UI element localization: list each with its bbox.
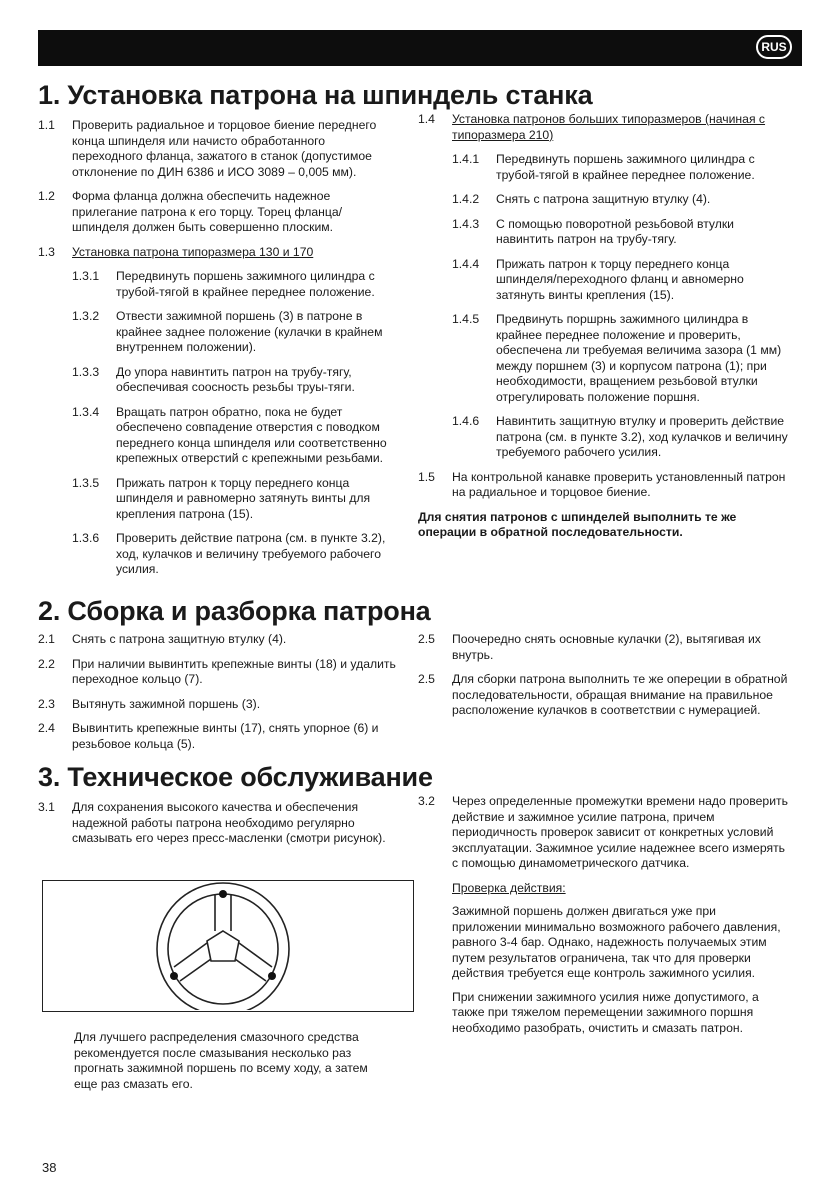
- figure-caption: Для лучшего распределения смазочного средства рекомендуется после смазывания несколько раз прогнать зажимной поршень по всему ходу, а затем еще раз смазать его.: [74, 1030, 368, 1091]
- item-text: Передвинуть поршень зажимного цилиндра с трубой-тягой в крайнее переднее положение.: [116, 269, 375, 299]
- item-text: На контрольной канавке проверить установленный патрон на радиальное и торцовое биение.: [452, 469, 786, 499]
- list-item: [38, 269, 398, 300]
- item-text: Отвести зажимной поршень (3) в патроне в крайнее заднее положение (кулачки в крайнем внутреннем положении).: [116, 309, 383, 354]
- item-number: 1.3.1: [72, 269, 100, 283]
- item-number: 2.1: [38, 632, 55, 646]
- chuck-diagram: [43, 881, 412, 1010]
- language-badge: RUS: [756, 35, 792, 59]
- list-item: [38, 632, 398, 648]
- section-1-left-column: [38, 118, 398, 587]
- item-number: 1.4.3: [452, 216, 480, 231]
- chuck-outer-circle: [157, 883, 289, 1010]
- item-text: Снять с патрона защитную втулку (4).: [72, 632, 287, 646]
- item-text: Установка патронов больших типоразмеров (начиная с типоразмера 210): [452, 112, 766, 142]
- list-item: [418, 470, 788, 501]
- item-text: Проверить действие патрона (см. в пункте 3.2), ход, кулачков и величину требуемого рабочего усилия.: [116, 531, 386, 576]
- item-text: Передвинуть поршень зажимного цилиндра с трубой-тягой в крайнее переднее положение.: [496, 152, 755, 182]
- jaw-slot-right: [235, 943, 272, 981]
- list-item: [418, 217, 788, 248]
- item-number: 1.3.2: [72, 309, 100, 323]
- list-item: [38, 118, 398, 180]
- item-text: Проверить радиальное и торцовое биение переднего конца шпинделя или начисто обработанного переходного фланца, зажатого в станок (допустимое отклонение по ДИН 6386 и ИСО 3089 – 0,005 мм).: [72, 118, 377, 179]
- item-number: 2.3: [38, 696, 55, 711]
- item-number: 1.3.5: [72, 475, 100, 490]
- section-2-left-column: [38, 632, 398, 761]
- item-number: 1.2: [38, 189, 55, 203]
- item-number: 2.5: [418, 672, 435, 686]
- section-3-title: 3. Техническое обслуживание: [38, 762, 433, 792]
- item-number: 1.5: [418, 469, 435, 484]
- page-number: 38: [42, 1160, 57, 1175]
- list-item: [418, 312, 788, 405]
- item-text: Вращать патрон обратно, пока не будет обеспечено совпадение отверстия с поводком переднего конца шпинделя или соответственно крепежных отверстий с крепежными резьбами.: [116, 404, 387, 465]
- chuck-center-hub: [207, 931, 239, 961]
- item-text: Снять с патрона защитную втулку (4).: [496, 192, 711, 206]
- item-number: 1.3.3: [72, 364, 100, 379]
- list-item: [38, 800, 398, 847]
- item-number: 1.4.4: [452, 256, 480, 271]
- grease-nipple-right: [268, 972, 276, 980]
- list-item: [418, 414, 788, 461]
- check-paragraph-2: При снижении зажимного усилия ниже допустимого, а также при тяжелом перемещении зажимного поршня необходимо разобрать, очистить и смазать патрон.: [452, 989, 759, 1035]
- list-item: [38, 189, 398, 236]
- item-number: 2.5: [418, 632, 435, 646]
- check-heading: Проверка действия:: [452, 880, 566, 895]
- section-1-right-column: [418, 112, 788, 541]
- grease-nipple-left: [170, 972, 178, 980]
- list-item: [418, 112, 788, 143]
- item-text: Для сборки патрона выполнить те же опереции в обратной последовательности, обращая внимание на правильное расположение кулачков в соответствии с нумерацией.: [452, 672, 788, 717]
- item-text: Вытянуть зажимной поршень (3).: [72, 696, 261, 711]
- item-number: 1.4.5: [452, 312, 480, 326]
- item-number: 1.4.6: [452, 414, 480, 428]
- item-number: 1.4.2: [452, 192, 480, 206]
- list-item: [418, 257, 788, 304]
- grease-nipple-top: [219, 890, 227, 898]
- item-text: Предвинуть поршрнь зажимного цилиндра в крайнее переднее положение и проверить, обеспечена ли требуемая величима зазора (1 мм) между поршнем (3) и корпусом патрона (1); при необходимости, вращением резьбовой втулки отрегулировать положение поршня.: [496, 312, 782, 404]
- item-number: 1.3.6: [72, 531, 100, 545]
- list-item: [38, 531, 398, 578]
- header-bar: [38, 30, 802, 66]
- item-text: Вывинтить крепежные винты (17), снять упорное (6) и резьбовое кольца (5).: [72, 721, 379, 751]
- list-item: [38, 245, 398, 261]
- list-item: [418, 152, 788, 183]
- section-2-title: 2. Сборка и разборка патрона: [38, 596, 431, 626]
- list-item: [38, 405, 398, 467]
- list-item: [38, 365, 398, 396]
- lubrication-figure: [42, 880, 414, 1012]
- item-number: 3.2: [418, 794, 435, 808]
- item-text: Установка патрона типоразмера 130 и 170: [72, 244, 314, 259]
- item-number: 2.2: [38, 656, 55, 671]
- list-item: [418, 794, 788, 872]
- list-item: [38, 476, 398, 523]
- item-text: Для сохранения высокого качества и обеспечения надежной работы патрона необходимо регулярно смазывать его через пресс-масленки (смотри рисунок).: [72, 800, 386, 845]
- list-item: [418, 672, 788, 719]
- section-1-title: 1. Установка патрона на шпиндель станка: [38, 80, 593, 110]
- item-text: Форма фланца должна обеспечить надежное прилегание патрона к его торцу. Торец фланца/шпинделя должен быть совершенно плоским.: [72, 189, 343, 234]
- item-number: 1.4.1: [452, 152, 480, 166]
- list-item: [38, 657, 398, 688]
- item-number: 1.4: [418, 112, 435, 126]
- check-paragraph-1: Зажимной поршень должен двигаться уже при приложении минимально возможного рабочего давления, равного 3-4 бар. Однако, надежность получаемых этим путем результатов ограничена, так что для проверки действия требуется еще контроль зажимного усилия.: [452, 904, 781, 980]
- item-text: При наличии вывинтить крепежные винты (18) и удалить переходное кольцо (7).: [72, 656, 396, 686]
- item-number: 1.3: [38, 244, 55, 259]
- item-number: 2.4: [38, 721, 55, 735]
- item-number: 1.1: [38, 118, 55, 132]
- item-number: 1.3.4: [72, 404, 100, 419]
- section-1-note: Для снятия патронов с шпинделей выполнить те же операции в обратной последовательности.: [418, 509, 737, 539]
- list-item: [38, 309, 398, 356]
- item-text: С помощью поворотной резьбовой втулки навинтить патрон на трубу-тягу.: [496, 216, 734, 246]
- list-item: [418, 192, 788, 208]
- section-3-left-column: [38, 800, 398, 856]
- item-text: Прижать патрон к торцу переднего конца шпинделя/переходного фланц и авномерно затянуть винты крепления (15).: [496, 256, 744, 302]
- list-item: [38, 721, 398, 752]
- list-item: [418, 632, 788, 663]
- jaw-slot-left: [174, 943, 211, 981]
- item-text: Навинтить защитную втулку и проверить действие патрона (см. в пункте 3.2), ход кулачков и величину требуемого рабочего усилия.: [496, 414, 788, 459]
- list-item: [38, 697, 398, 713]
- item-text: Поочередно снять основные кулачки (2), вытягивая их внутрь.: [452, 632, 761, 662]
- item-number: 3.1: [38, 800, 55, 814]
- jaw-slot-top: [215, 895, 231, 931]
- item-text: До упора навинтить патрон на трубу-тягу, обеспечивая соосность резьбы труы-тяги.: [116, 364, 355, 394]
- item-text: Прижать патрон к торцу переднего конца шпинделя и равномерно затянуть винты для крепления патрона (15).: [116, 475, 371, 521]
- chuck-inner-circle: [168, 894, 278, 1004]
- item-text: Через определенные промежутки времени надо проверить действие и зажимное усилие патрона, причем периодичность проверок зависит от конкретных условий эксплуатации. Зажимное усилие надежнее всего измерять с помощью динамометрического датчика.: [452, 794, 788, 870]
- section-2-right-column: [418, 632, 788, 728]
- section-3-right-column: [418, 794, 788, 1036]
